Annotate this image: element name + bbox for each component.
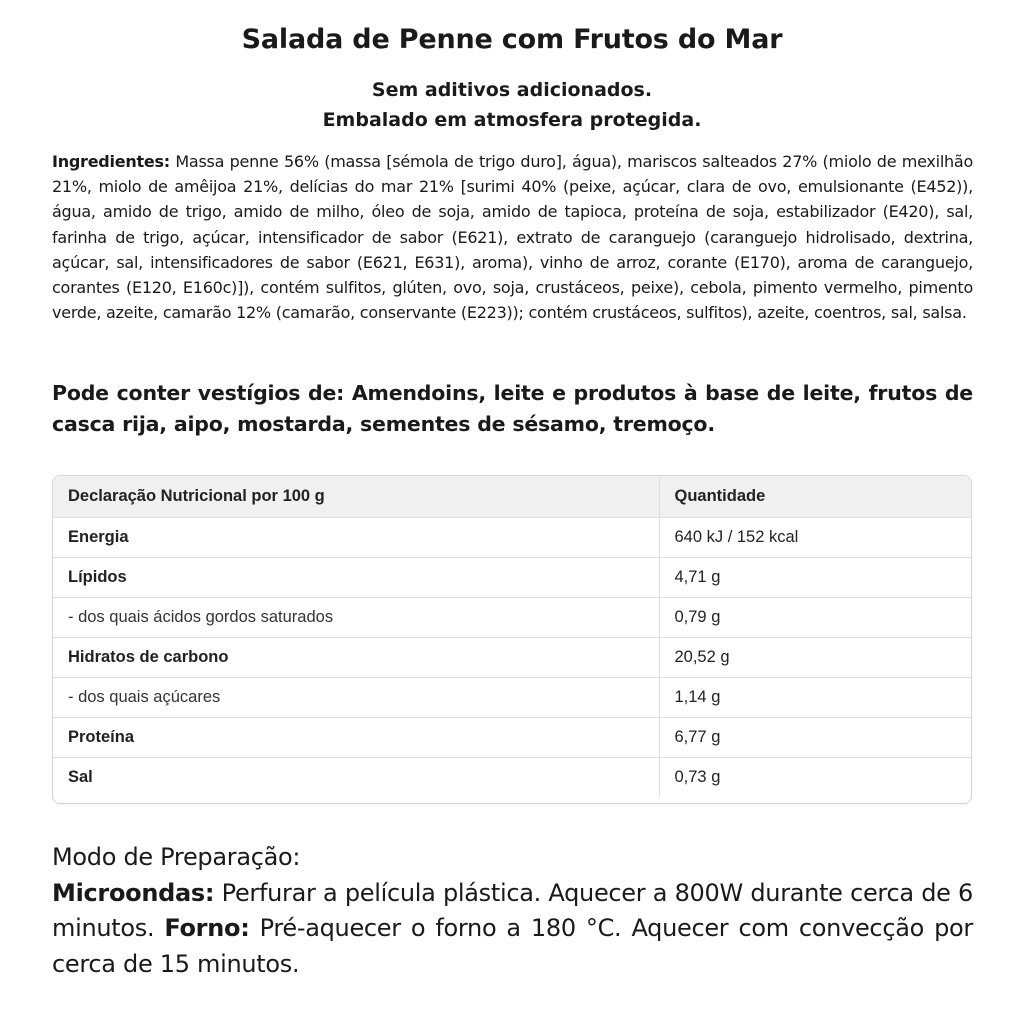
nutrition-table — [53, 476, 971, 797]
oven-text: Pré-aquecer o forno a 180 °C. Aquecer com convecção por cerca de 15 minutos. — [52, 914, 973, 978]
preparation-heading: Modo de Preparação: — [52, 843, 301, 871]
table-row — [53, 717, 971, 757]
microwave-text: Perfurar a película plástica. Aquecer a 800W durante cerca de 6 minutos. — [52, 878, 973, 942]
row-value-sugars: 1,14 g — [659, 677, 971, 717]
row-label-saturated-fat: - dos quais ácidos gordos saturados — [53, 597, 659, 637]
allergens-warning: Pode conter vestígios de: Amendoins, leite e produtos à base de leite, frutos de casca rija, aipo, mostarda, sementes de sésamo, tremoço. — [52, 381, 973, 436]
subtitle-protected-atmosphere: Embalado em atmosfera protegida. — [322, 109, 702, 131]
nutrition-table-header — [53, 476, 971, 517]
row-label-fat: Lípidos — [53, 557, 659, 597]
table-row — [53, 677, 971, 717]
table-row — [53, 517, 971, 557]
row-label-protein: Proteína — [53, 717, 659, 757]
row-value-protein: 6,77 g — [659, 717, 971, 757]
table-row — [53, 597, 971, 637]
preparation-instructions — [52, 876, 973, 983]
row-value-salt: 0,73 g — [674, 767, 721, 786]
table-row — [53, 557, 971, 597]
nutrition-table-container — [52, 475, 972, 804]
row-label-carbohydrates: Hidratos de carbono — [53, 637, 659, 677]
row-label-energy: Energia — [53, 517, 659, 557]
table-row — [53, 757, 971, 797]
ingredients-text: Massa penne 56% (massa [sémola de trigo duro], água), mariscos salteados 27% (miolo de mexilhão 21%, miolo de amêijoa 21%, delícias do mar 21% [surimi 40% (peixe, açúcar, clara de ovo, emulsionante (E452)), água, amido de trigo, amido de milho, óleo de soja, amido de tapioca, proteína de soja, estabilizador (E420), sal, farinha de trigo, açúcar, intensificador de sabor (E621), extrato de caranguejo (caranguejo hidrolisado, dextrina, açúcar, sal, intensificadores de sabor (E621, E631), aroma), vinho de arroz, corante (E170), aroma de caranguejo, corantes (E120, E160c)]), contém sulfitos, glúten, ovo, soja, crustáceos, peixe), cebola, pimento vermelho, pimento verde, azeite, camarão 12% (camarão, conservante (E223)); contém crustáceos, sulfitos), azeite, coentros, sal, salsa. — [52, 152, 973, 323]
row-label-salt: Sal — [53, 757, 659, 797]
row-value-energy: 640 kJ / 152 kcal — [659, 517, 971, 557]
microwave-label: Microondas: — [52, 878, 215, 907]
page-title: Salada de Penne com Frutos do Mar — [241, 24, 783, 55]
row-value-carbohydrates: 20,52 g — [659, 637, 971, 677]
row-value-fat: 4,71 g — [659, 557, 971, 597]
ingredients-paragraph — [52, 149, 973, 325]
subtitle-no-additives: Sem aditivos adicionados. — [371, 79, 653, 101]
table-row — [53, 637, 971, 677]
ingredients-label: Ingredientes: — [52, 152, 170, 171]
row-value-saturated-fat: 0,79 g — [659, 597, 971, 637]
oven-label: Forno: — [164, 914, 250, 942]
preparation-section — [52, 840, 973, 982]
header-quantity: Quantidade — [659, 476, 971, 517]
header-nutrition-label: Declaração Nutricional por 100 g — [53, 476, 659, 517]
row-label-sugars: - dos quais açúcares — [53, 677, 659, 717]
